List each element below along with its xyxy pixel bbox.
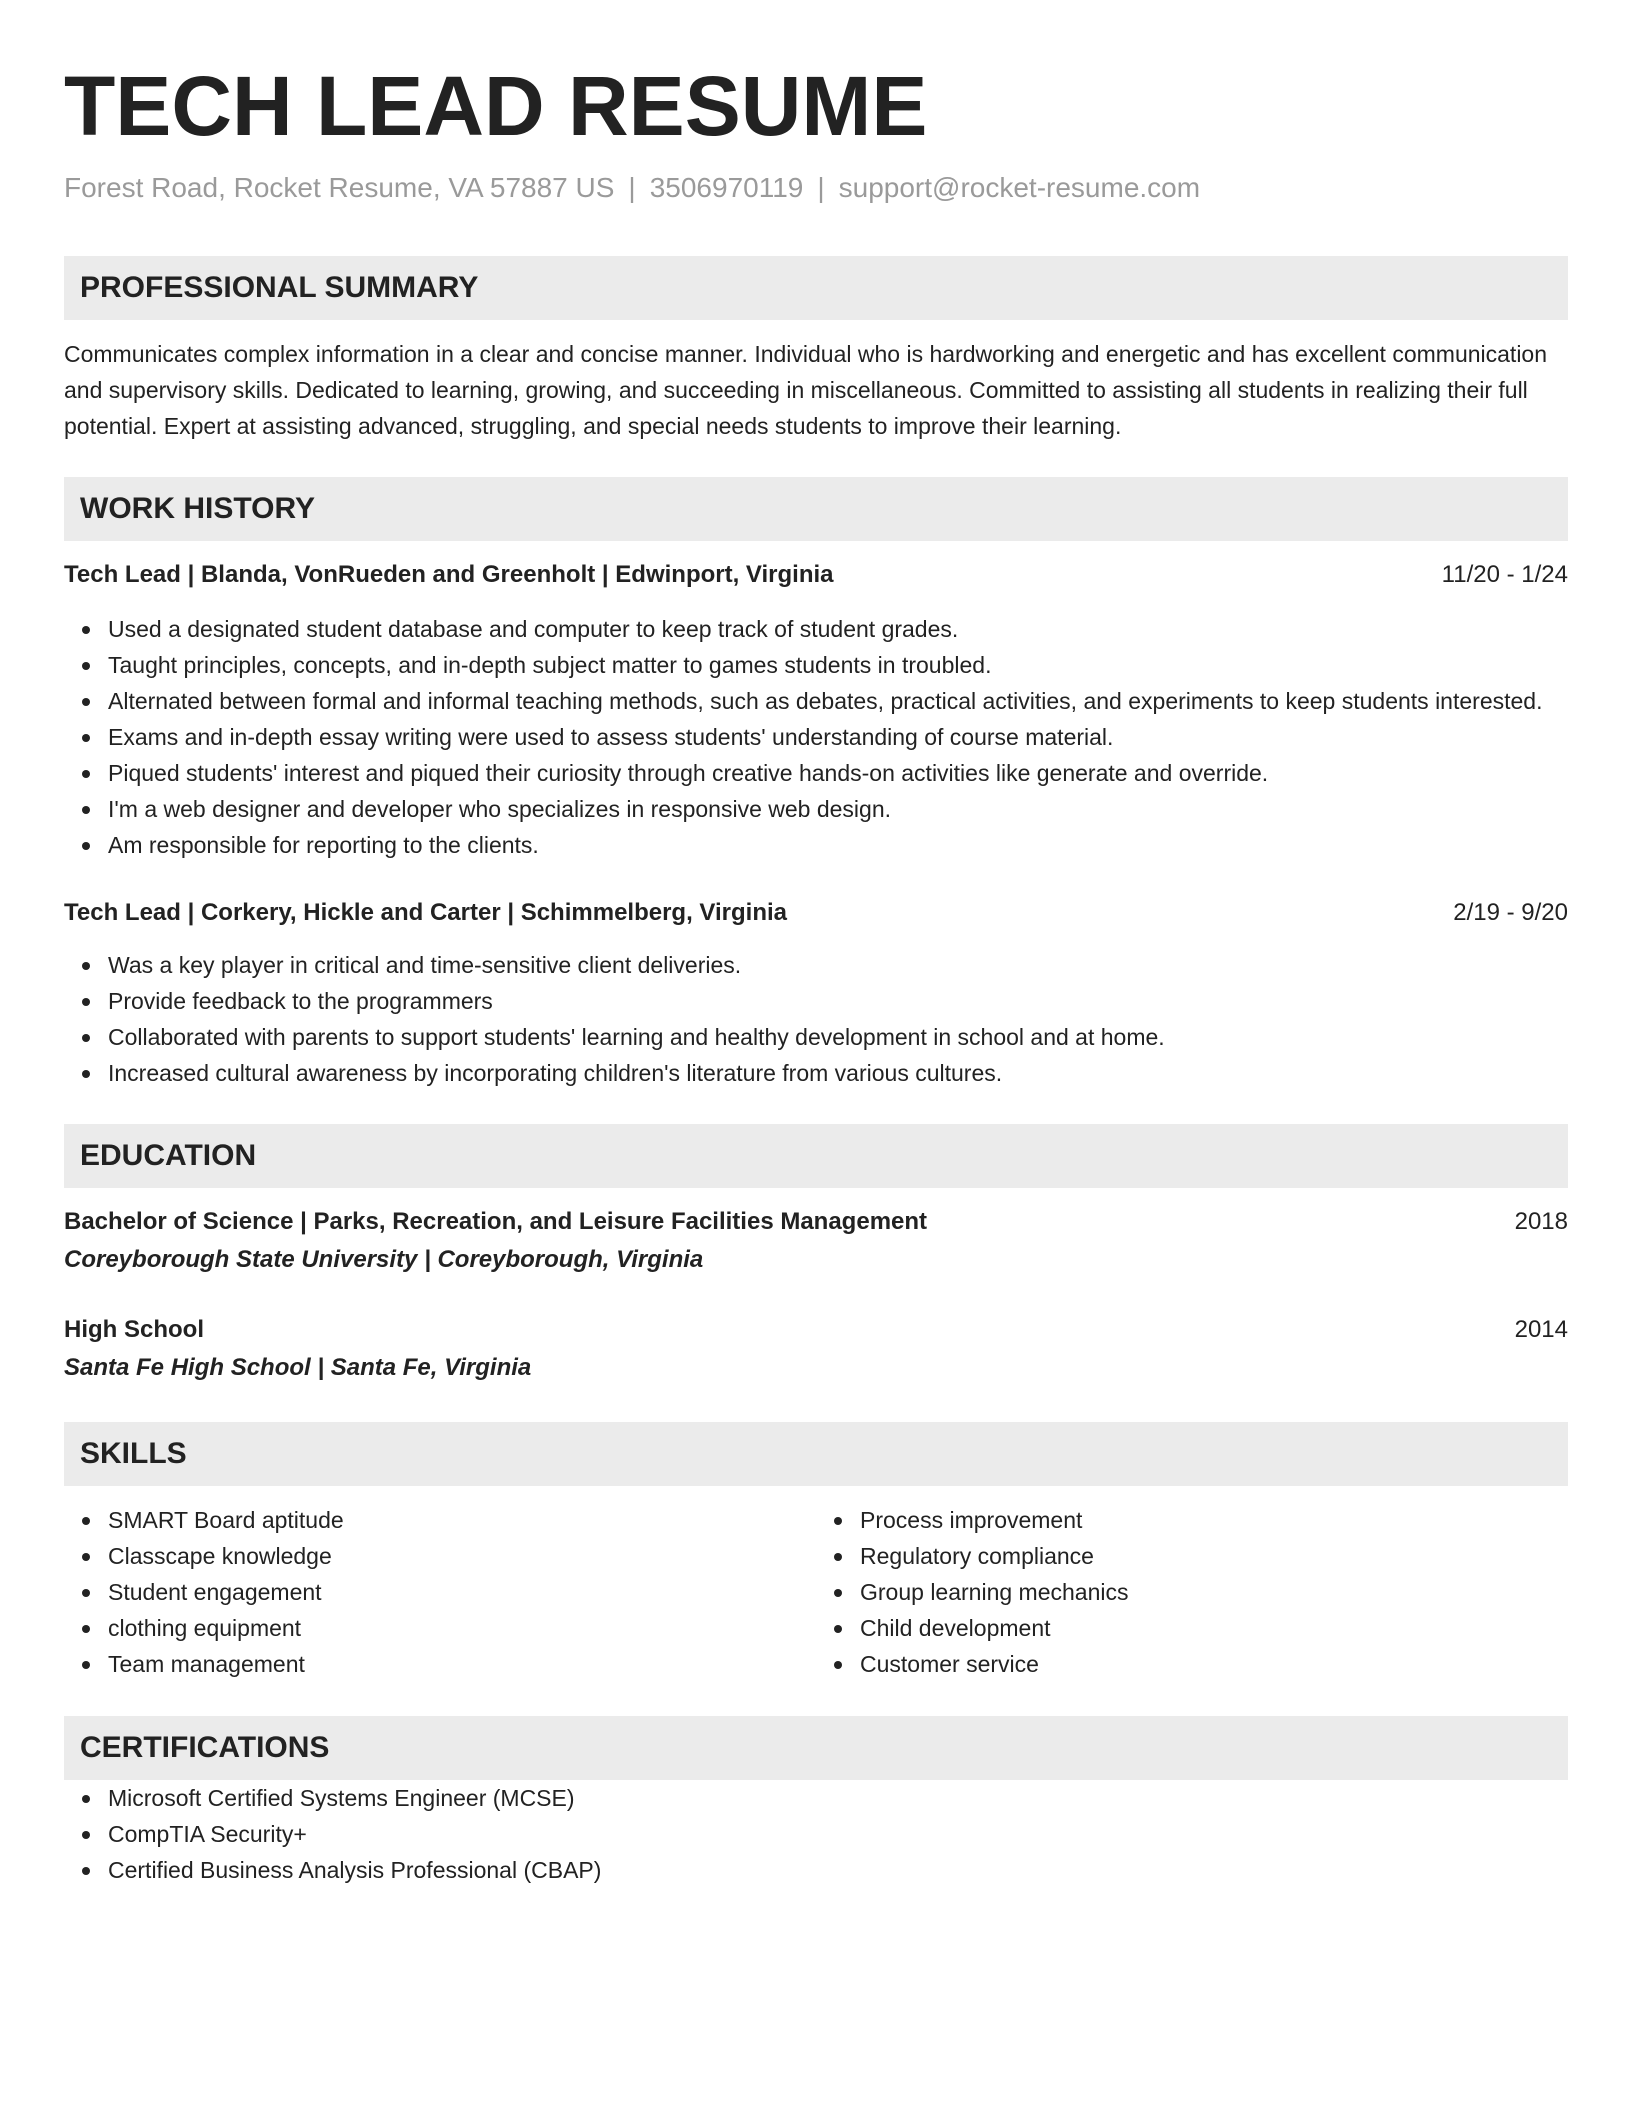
contact-separator: |: [817, 172, 825, 203]
section-header-work-history: WORK HISTORY: [64, 477, 1568, 541]
certifications-list: [64, 1780, 1568, 1888]
skill-item: Team management: [108, 1646, 816, 1682]
education-header: [64, 1312, 1568, 1348]
job-title: Tech Lead | Blanda, VonRueden and Greenholt | Edwinport, Virginia: [64, 561, 834, 588]
job-title: Tech Lead | Corkery, Hickle and Carter | Schimmelberg, Virginia: [64, 899, 788, 926]
education-degree: Bachelor of Science | Parks, Recreation, and Leisure Facilities Management: [64, 1208, 928, 1235]
job-bullet: Used a designated student database and computer to keep track of student grades.: [108, 611, 1568, 647]
job-header: [64, 895, 1568, 931]
certification-item: CompTIA Security+: [108, 1816, 1568, 1852]
certification-item: Certified Business Analysis Professional (CBAP): [108, 1852, 1568, 1888]
job-bullet: Am responsible for reporting to the clients.: [108, 827, 1568, 863]
skill-item: SMART Board aptitude: [108, 1502, 816, 1538]
resume-title: TECH LEAD RESUME: [64, 59, 928, 153]
section-header-summary: PROFESSIONAL SUMMARY: [64, 256, 1568, 320]
skill-item: Student engagement: [108, 1574, 816, 1610]
job-entry: [64, 557, 1568, 863]
skill-item: clothing equipment: [108, 1610, 816, 1646]
job-bullet: Collaborated with parents to support students' learning and healthy development in school and at home.: [108, 1019, 1568, 1055]
skill-item: Group learning mechanics: [860, 1574, 1568, 1610]
job-dates: 11/20 - 1/24: [1441, 561, 1568, 588]
section-header-skills: SKILLS: [64, 1422, 1568, 1486]
job-bullets: [64, 611, 1568, 863]
section-header-certifications: CERTIFICATIONS: [64, 1716, 1568, 1780]
job-header: [64, 557, 1568, 593]
education-header: [64, 1204, 1568, 1240]
job-dates: 2/19 - 9/20: [1453, 899, 1568, 926]
job-bullet: Provide feedback to the programmers: [108, 983, 1568, 1019]
contact-separator: |: [628, 172, 636, 203]
education-year: 2018: [1514, 1208, 1568, 1235]
contact-email: support@rocket-resume.com: [838, 172, 1201, 203]
education-school: Santa Fe High School | Santa Fe, Virginia: [64, 1354, 532, 1381]
job-bullet: Alternated between formal and informal teaching methods, such as debates, practical activities, and experiments to keep students interested.: [108, 683, 1568, 719]
section-header-education: EDUCATION: [64, 1124, 1568, 1188]
job-entry: [64, 895, 1568, 1091]
education-entry: [64, 1204, 1568, 1278]
skill-item: Customer service: [860, 1646, 1568, 1682]
job-bullet: Increased cultural awareness by incorporating children's literature from various cultures.: [108, 1055, 1568, 1091]
certification-item: Microsoft Certified Systems Engineer (MCSE): [108, 1780, 1568, 1816]
skill-item: Process improvement: [860, 1502, 1568, 1538]
contact-phone: 3506970119: [649, 172, 804, 203]
skill-item: Regulatory compliance: [860, 1538, 1568, 1574]
skills-columns: [64, 1502, 1568, 1682]
education-degree: High School: [64, 1316, 204, 1343]
summary-text: Communicates complex information in a clear and concise manner. Individual who is hardworking and energetic and has excellent communication and supervisory skills. Dedicated to learning, growing, and succeeding in miscellaneous. Committed to assisting all students in realizing their full potential. Expert at assisting advanced, struggling, and special needs students to improve their learning.: [64, 341, 1548, 439]
skill-item: Child development: [860, 1610, 1568, 1646]
skills-list-right: [816, 1502, 1568, 1682]
education-entry: [64, 1312, 1568, 1386]
job-bullet: Exams and in-depth essay writing were used to assess students' understanding of course material.: [108, 719, 1568, 755]
job-bullet: I'm a web designer and developer who specializes in responsive web design.: [108, 791, 1568, 827]
job-bullet: Was a key player in critical and time-sensitive client deliveries.: [108, 947, 1568, 983]
job-bullet: Piqued students' interest and piqued their curiosity through creative hands-on activities like generate and override.: [108, 755, 1568, 791]
skill-item: Classcape knowledge: [108, 1538, 816, 1574]
education-school: Coreyborough State University | Coreyborough, Virginia: [64, 1246, 704, 1273]
contact-line: [64, 170, 1568, 206]
education-year: 2014: [1514, 1316, 1568, 1343]
job-bullet: Taught principles, concepts, and in-depth subject matter to games students in troubled.: [108, 647, 1568, 683]
skills-list-left: [64, 1502, 816, 1682]
job-bullets: [64, 947, 1568, 1091]
contact-address: Forest Road, Rocket Resume, VA 57887 US: [64, 172, 615, 203]
